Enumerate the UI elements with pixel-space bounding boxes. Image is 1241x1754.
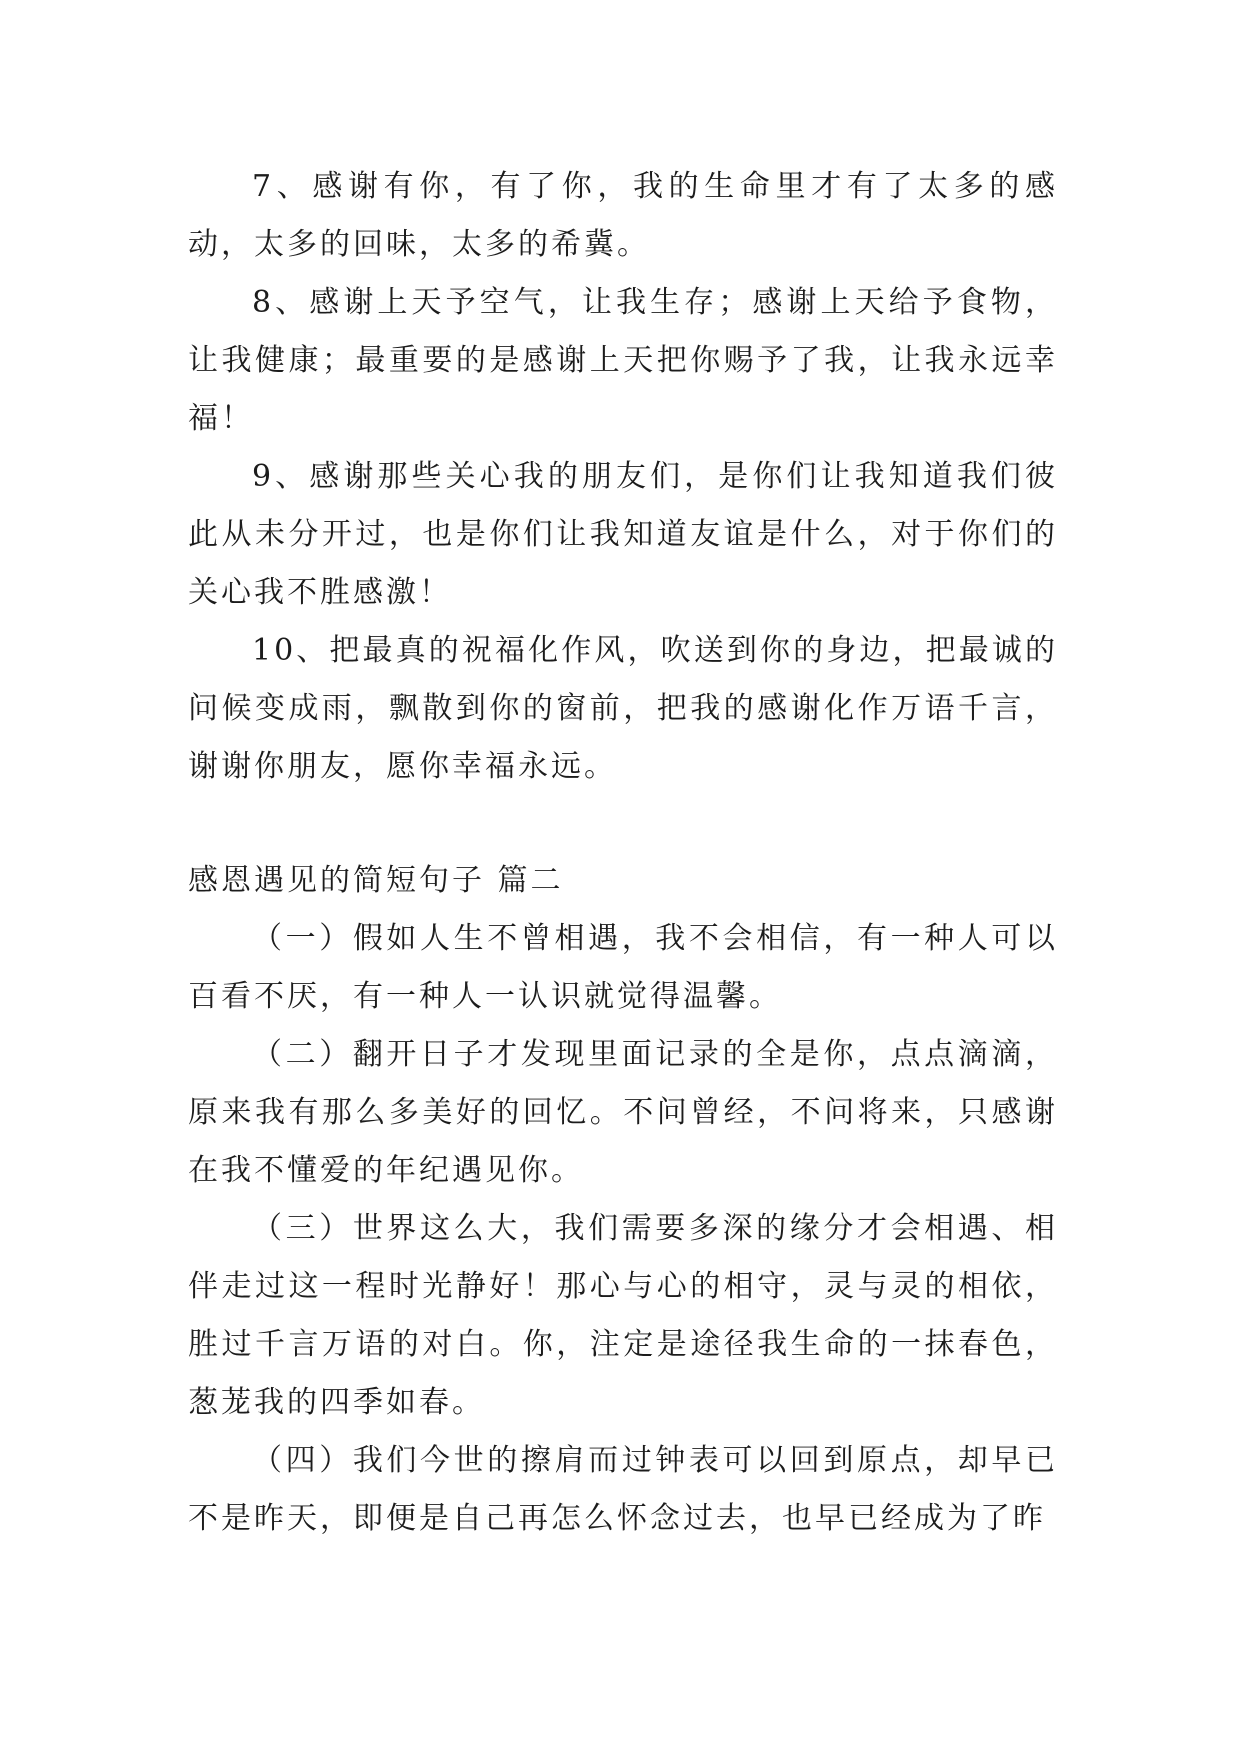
paragraph-7: 7、感谢有你，有了你，我的生命里才有了太多的感动，太多的回味，太多的希冀。 (188, 169, 1058, 262)
paragraph-10: 10、把最真的祝福化作风，吹送到你的身边，把最诚的问候变成雨，飘散到你的窗前，把我的感谢化作万语千言，谢谢你朋友，愿你幸福永远。 (188, 633, 1058, 784)
paragraph-8: 8、感谢上天予空气，让我生存；感谢上天给予食物，让我健康；最重要的是感谢上天把你赐予了我，让我永远幸福！ (188, 285, 1058, 436)
paragraph-four: （四）我们今世的擦肩而过钟表可以回到原点，却早已不是昨天，即便是自己再怎么怀念过去，也早已经成为了昨 (188, 1443, 1058, 1536)
section-heading: 感恩遇见的简短句子 篇二 (188, 863, 564, 898)
paragraph-three: （三）世界这么大，我们需要多深的缘分才会相遇、相伴走过这一程时光静好！那心与心的相守，灵与灵的相依，胜过千言万语的对白。你，注定是途径我生命的一抹春色，葱茏我的四季如春。 (188, 1211, 1058, 1420)
paragraph-9: 9、感谢那些关心我的朋友们，是你们让我知道我们彼此从未分开过，也是你们让我知道友谊是什么，对于你们的关心我不胜感激！ (188, 459, 1058, 610)
paragraph-two: （二）翻开日子才发现里面记录的全是你，点点滴滴，原来我有那么多美好的回忆。不问曾经，不问将来，只感谢在我不懂爱的年纪遇见你。 (188, 1037, 1058, 1188)
document-body (188, 158, 1058, 1548)
paragraph-one: （一）假如人生不曾相遇，我不会相信，有一种人可以百看不厌，有一种人一认识就觉得温馨。 (188, 921, 1058, 1014)
